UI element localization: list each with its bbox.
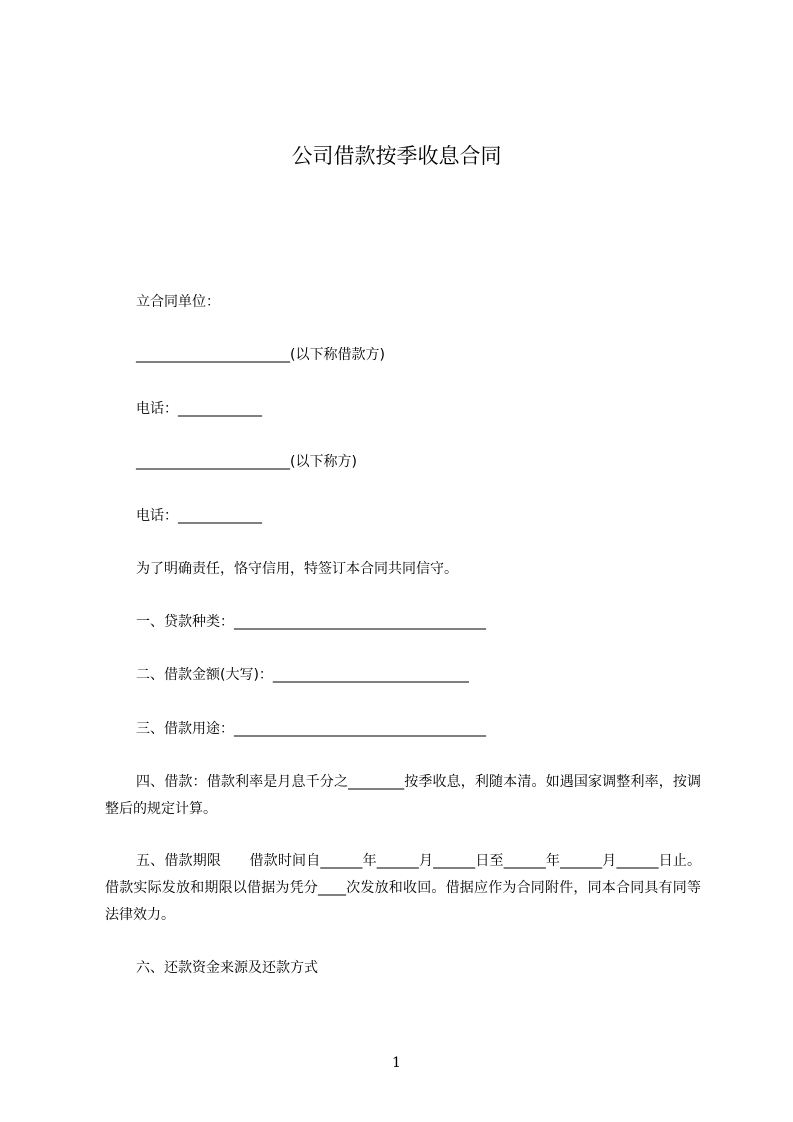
contract-parties-label: 立合同单位： [136,294,220,310]
clause-loan-term: 五、借款期限 借款时间自______年______月______日至______年______月______日止。借款实际发放和期限以借据为凭分____次发放和收回。借据应作为合同附件，同本合同具有同等法律效力。 [105,853,701,923]
clause-loan-amount: 二、借款金额(大写)：____________________________ [136,667,469,683]
borrower-line: ______________________(以下称借款方) [136,347,385,363]
document-title: 公司借款按季收息合同 [291,144,502,168]
lender-phone-line: 电话：____________ [136,508,262,524]
page-number: 1 [392,1055,401,1071]
clause-interest: 四、借款：借款利率是月息千分之________按季收息，利随本清。如遇国家调整利率，按调整后的规定计算。 [105,774,701,817]
clause-loan-type: 一、贷款种类：____________________________________ [136,614,486,630]
clause-loan-purpose: 三、借款用途：____________________________________ [136,721,486,737]
clause-repayment: 六、还款资金来源及还款方式 [136,960,318,976]
lender-line: ______________________(以下称方) [136,454,357,470]
borrower-phone-line: 电话：____________ [136,401,262,417]
preamble-text: 为了明确责任，恪守信用，特签订本合同共同信守。 [136,561,458,577]
